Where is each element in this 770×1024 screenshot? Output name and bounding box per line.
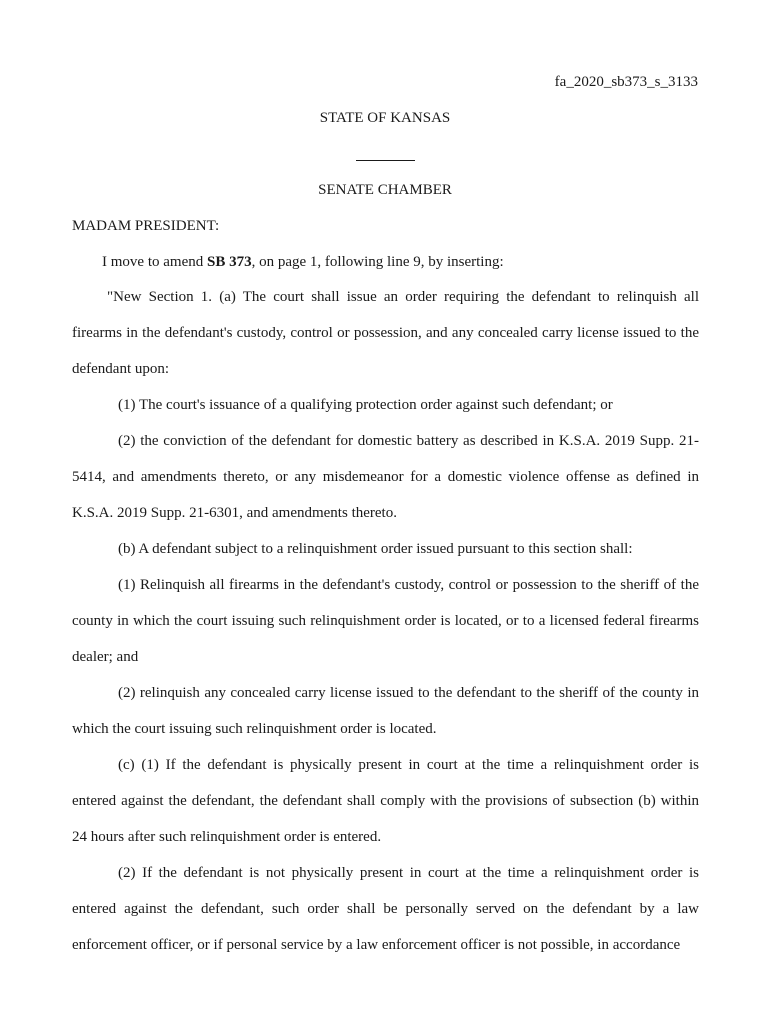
salutation: MADAM PRESIDENT: (72, 218, 220, 234)
paragraph-b1: (1) Relinquish all firearms in the defendant's custody, control or possession to the sheriff of the county in which the court issuing such relinquishment order is located, or to a licensed federal firearms dealer; and (72, 577, 699, 665)
paragraph-c1: (c) (1) If the defendant is physically present in court at the time a relinquishment order is entered against the defendant, the defendant shall comply with the provisions of subsection (b) within 24 hours after such relinquishment order is entered. (72, 757, 699, 845)
motion-line (102, 254, 504, 271)
motion-suffix: , on page 1, following line 9, by inserting: (251, 254, 504, 270)
state-heading: STATE OF KANSAS (319, 110, 451, 126)
heading-divider (356, 160, 415, 161)
paragraph-c2: (2) If the defendant is not physically present in court at the time a relinquishment order is entered against the defendant, such order shall be personally served on the defendant by a law enforcement officer, or if personal service by a law enforcement officer is not possible, in accordance (72, 865, 699, 953)
chamber-heading: SENATE CHAMBER (318, 182, 452, 198)
amendment-text (72, 279, 699, 963)
paragraph-b2: (2) relinquish any concealed carry license issued to the defendant to the sheriff of the county in which the court issuing such relinquishment order is located. (72, 685, 699, 737)
paragraph-b: (b) A defendant subject to a relinquishment order issued pursuant to this section shall: (118, 541, 633, 557)
paragraph-a1: (1) The court's issuance of a qualifying protection order against such defendant; or (118, 397, 613, 413)
bill-number: SB 373 (206, 254, 252, 270)
document-id: fa_2020_sb373_s_3133 (554, 74, 698, 90)
paragraph-a2: (2) the conviction of the defendant for domestic battery as described in K.S.A. 2019 Supp. 21-5414, and amendments thereto, or any misdemeanor for a domestic violence offense as defined in K.S.A. 2019 Supp. 21-6301, and amendments thereto. (72, 433, 699, 521)
paragraph-new-section-1a: "New Section 1. (a) The court shall issue an order requiring the defendant to relinquish all firearms in the defendant's custody, control or possession, and any concealed carry license issued to the defendant upon: (72, 289, 699, 377)
motion-prefix: I move to amend (102, 254, 207, 270)
